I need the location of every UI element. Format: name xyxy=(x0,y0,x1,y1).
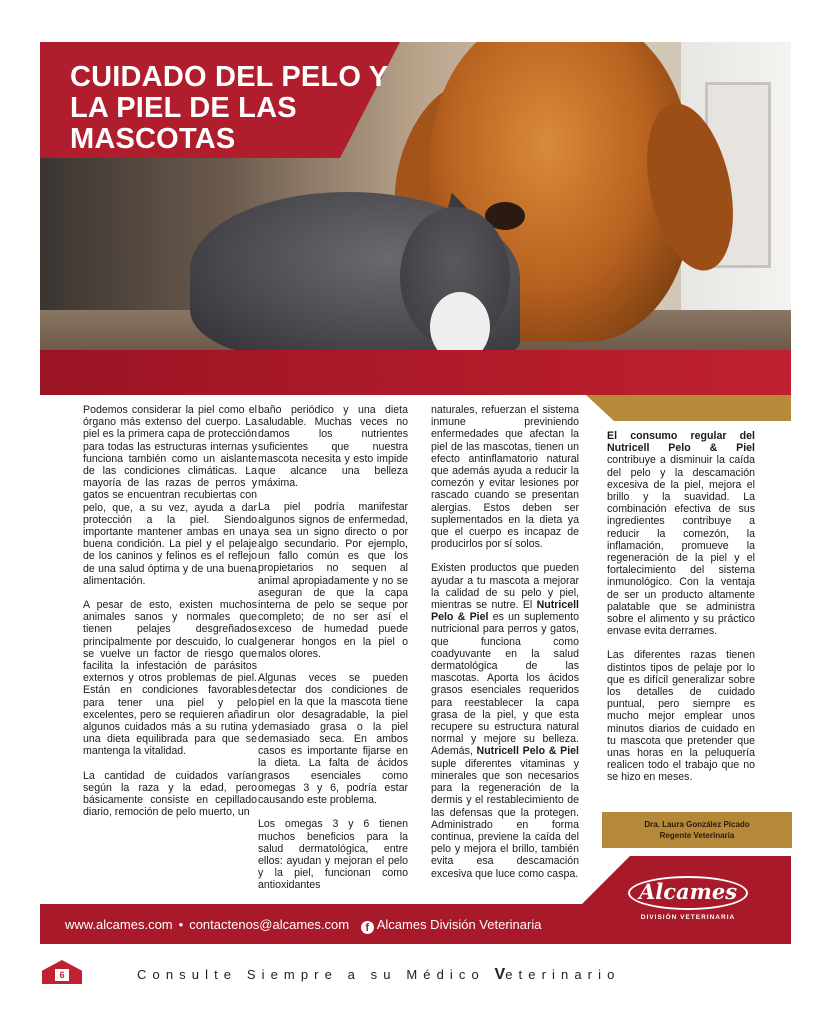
paragraph: A pesar de esto, existen muchos animales sanos y normales que tienen pelajes desgreñados principalmente por descuido, lo cual se vuelve un factor de riesgo que facilita la infestación de parásitos externos y otros problemas de piel. Están en condiciones favorables para tener una piel y pelo excelentes, pero se requieren añadir algunos cuidados más a su rutina y una dieta equilibrada para que se mantenga la vitalidad. xyxy=(83,599,257,758)
logo-subtitle: DIVISIÓN VETERINARIA xyxy=(640,914,736,921)
tagline xyxy=(137,966,620,984)
page-number-badge xyxy=(42,960,82,984)
paragraph: La cantidad de cuidados varían según la raza y la edad, pero básicamente consiste en cepillado diario, remoción de pelo muerto, un xyxy=(83,769,257,819)
paragraph: Los omegas 3 y 6 tienen muchos beneficios para la salud dermatológica, entre ellos: ayudan y mejoran el pelo y la piel, funcionan como antioxidantes xyxy=(258,818,408,892)
text-span: contribuye a disminuir la caída del pelo y la descamación excesiva de la piel, mejora el brillo y la suavidad. La combinación efectiva de sus ingredientes contribuye a reducir la comezón, la inflamación, promueve la regeneración de la piel y el fortalecimiento del sistema inmunológico. Con la ventaja de ser un producto altamente palatable que se administra sobre el alimento y su práctico envase evita derrames. xyxy=(607,454,755,638)
red-band xyxy=(40,350,791,395)
facebook-label: Alcames División Veterinaria xyxy=(376,917,542,932)
paragraph: baño periódico y una dieta saludable. Muchas veces no damos los nutrientes suficientes que nuestra mascota necesita y esto impide que alcance una belleza máxima. xyxy=(258,404,408,490)
signature-box xyxy=(602,812,792,848)
paragraph: Las diferentes razas tienen distintos tipos de pelaje por lo que es difícil generalizar sobre los detalles de cuidado puntual, pero siempre es mucho mejor emplear unos minutos diarios de cuidado en tu mascota que pretender que unas horas en la peluquería realicen todo el trabajo que no se hizo en meses. xyxy=(607,649,755,784)
email-link[interactable]: contactenos@alcames.com xyxy=(189,917,350,932)
logo-name: Alcames xyxy=(638,879,738,904)
highlight-text: El consumo regular del Nutricell Pelo & Piel xyxy=(607,430,755,455)
text-span: es un suplemento nutricional para perros y gatos, que funciona como coadyuvante en la salud dermatológica de las mascotas. Aporta los ácidos grasos esenciales requeridos para reestablecer la capa grasa de la piel, y que esta recupere su estructura natural normal y mejore su belleza. Además, xyxy=(431,611,579,758)
footer-contact xyxy=(65,917,541,934)
page-number: 6 xyxy=(55,969,69,981)
article-column-2 xyxy=(258,404,408,904)
paragraph: La piel podría manifestar algunos signos de enfermedad, ya sea un signo directo o por algo secundario. Por ejemplo, un fallo común es que los propietarios no sequen al animal apropiadamente y no se aseguran de que la capa interna de pelo se seque por completo; de no ser así el exceso de humedad puede generar hongos en la piel o malos olores. xyxy=(258,501,408,660)
tagline-text-end: eterinario xyxy=(505,967,621,982)
website-link[interactable]: www.alcames.com xyxy=(65,917,173,932)
product-name: Nutricell Pelo & Piel xyxy=(431,599,579,624)
paragraph xyxy=(607,430,755,637)
article-column-3 xyxy=(431,404,579,892)
signature-role: Regente Veterinaria xyxy=(659,831,735,840)
paragraph: naturales, refuerzan el sistema inmune previniendo enfermedades que afectan la piel de las mascotas, tienen un efecto antinflamatorio natural que además ayuda a reducir la comezón y evitar lesiones por rascado cuando se presentan alergias. Estos deben ser suplementados en la dieta ya que el cuerpo es incapaz de producirlos por sí solos. xyxy=(431,404,579,551)
product-name: Nutricell Pelo & Piel xyxy=(476,745,579,758)
tagline-text: Consulte Siempre a su Médico xyxy=(137,967,495,982)
paragraph: Algunas veces se pueden detectar dos condiciones de piel en la que la mascota tiene un olor desagradable, la piel demasiado grasa o la piel demasiado seca. En ambos casos es importante fijarse en la dieta. La falta de ácidos grasos esenciales como omegas 3 y 6, podría estar causando este problema. xyxy=(258,672,408,807)
article-title: CUIDADO DEL PELO Y LA PIEL DE LAS MASCOTAS xyxy=(70,61,388,155)
gold-accent xyxy=(586,395,791,421)
facebook-icon: f xyxy=(361,921,374,934)
signature-name: Dra. Laura González Picado xyxy=(644,820,750,829)
paragraph xyxy=(431,562,579,879)
text-span: suple diferentes vitaminas y minerales que son necesarios para la regeneración de la dermis y el restablecimiento de las defensas que la protegen. Administrado en forma continua, previene la caída del pelo y mejora el brillo, también evita esa descamación excesiva que luce como caspa. xyxy=(431,757,579,880)
paragraph: Podemos considerar la piel como el órgano más extenso del cuerpo. La piel es la primera capa de protección para todas las estructuras internas y funciona también como un aislante de las condiciones climáticas. La mayoría de las razas de perros y gatos se encuentran recubiertas con pelo, que, a su vez, ayuda a dar protección a la piel. Siendo importante mantener ambas en una buena condición. La piel y el pelaje de los caninos y felinos es el reflejo de una salud óptima y de una buena alimentación. xyxy=(83,404,257,587)
article-column-1 xyxy=(83,404,257,831)
alcames-logo xyxy=(628,876,750,928)
separator: • xyxy=(178,917,184,932)
article-column-4 xyxy=(607,430,755,796)
text-span: Existen productos que pueden ayudar a tu mascota a mejorar la calidad de su pelo y piel, mientras se nutre. El xyxy=(431,562,579,612)
facebook-link[interactable] xyxy=(361,917,542,932)
vet-caduceus-icon: V xyxy=(494,966,506,983)
